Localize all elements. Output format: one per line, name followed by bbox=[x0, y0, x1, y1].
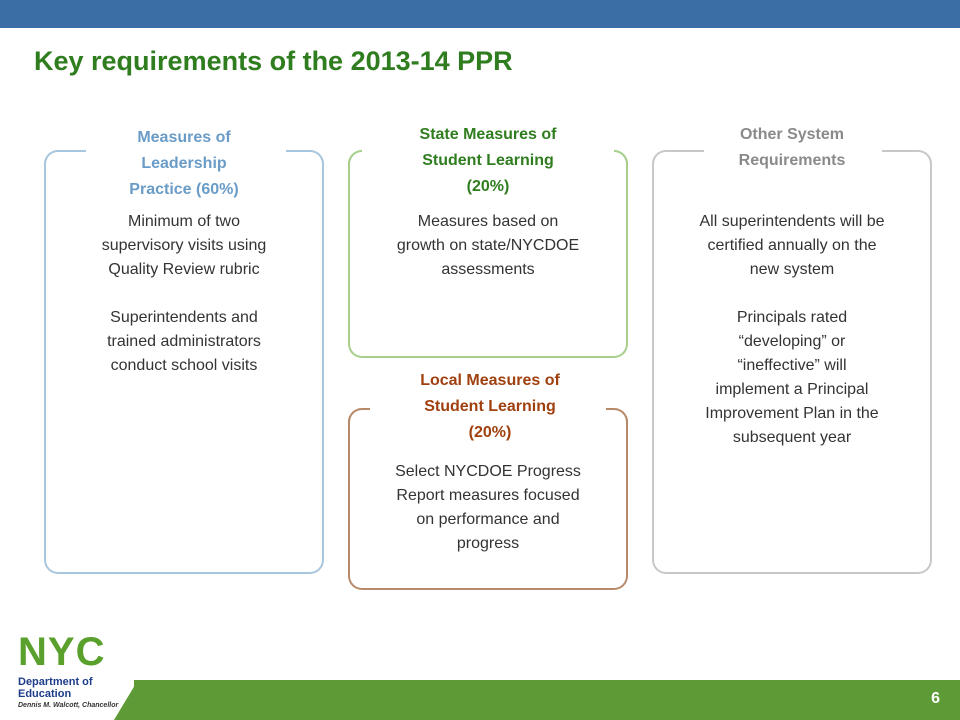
panel-leadership-heading: Measures of Leadership Practice (60%) bbox=[129, 129, 239, 198]
panel-other-heading: Other System Requirements bbox=[738, 126, 846, 169]
page-title: Key requirements of the 2013-14 PPR bbox=[34, 46, 513, 76]
footer-bar bbox=[134, 680, 960, 720]
panel-state-body: Measures based on growth on state/NYCDOE assessments bbox=[396, 213, 580, 278]
nyc-logo-mark: NYC bbox=[18, 630, 106, 674]
logo-line-1: Department of bbox=[18, 676, 93, 688]
panel-local-heading: Local Measures of Student Learning (20%) bbox=[420, 372, 560, 441]
panel-leadership-body: Minimum of two supervisory visits using Quality Review rubric Superintendents and trained administrators conduct school visits bbox=[101, 213, 267, 374]
panel-local-body: Select NYCDOE Progress Report measures focused on performance and progress bbox=[395, 463, 581, 552]
logo-line-2: Education bbox=[18, 688, 72, 700]
logo-line-3: Dennis M. Walcott, Chancellor bbox=[18, 702, 119, 709]
page-number: 6 bbox=[931, 690, 940, 707]
panel-other-body: All superintendents will be certified annually on the new system Principals rated “developing” or “ineffective” will implement a Principal Improvement Plan in the subsequent year bbox=[699, 213, 885, 446]
panel-state-heading: State Measures of Student Learning (20%) bbox=[419, 126, 557, 195]
top-banner bbox=[0, 0, 960, 28]
